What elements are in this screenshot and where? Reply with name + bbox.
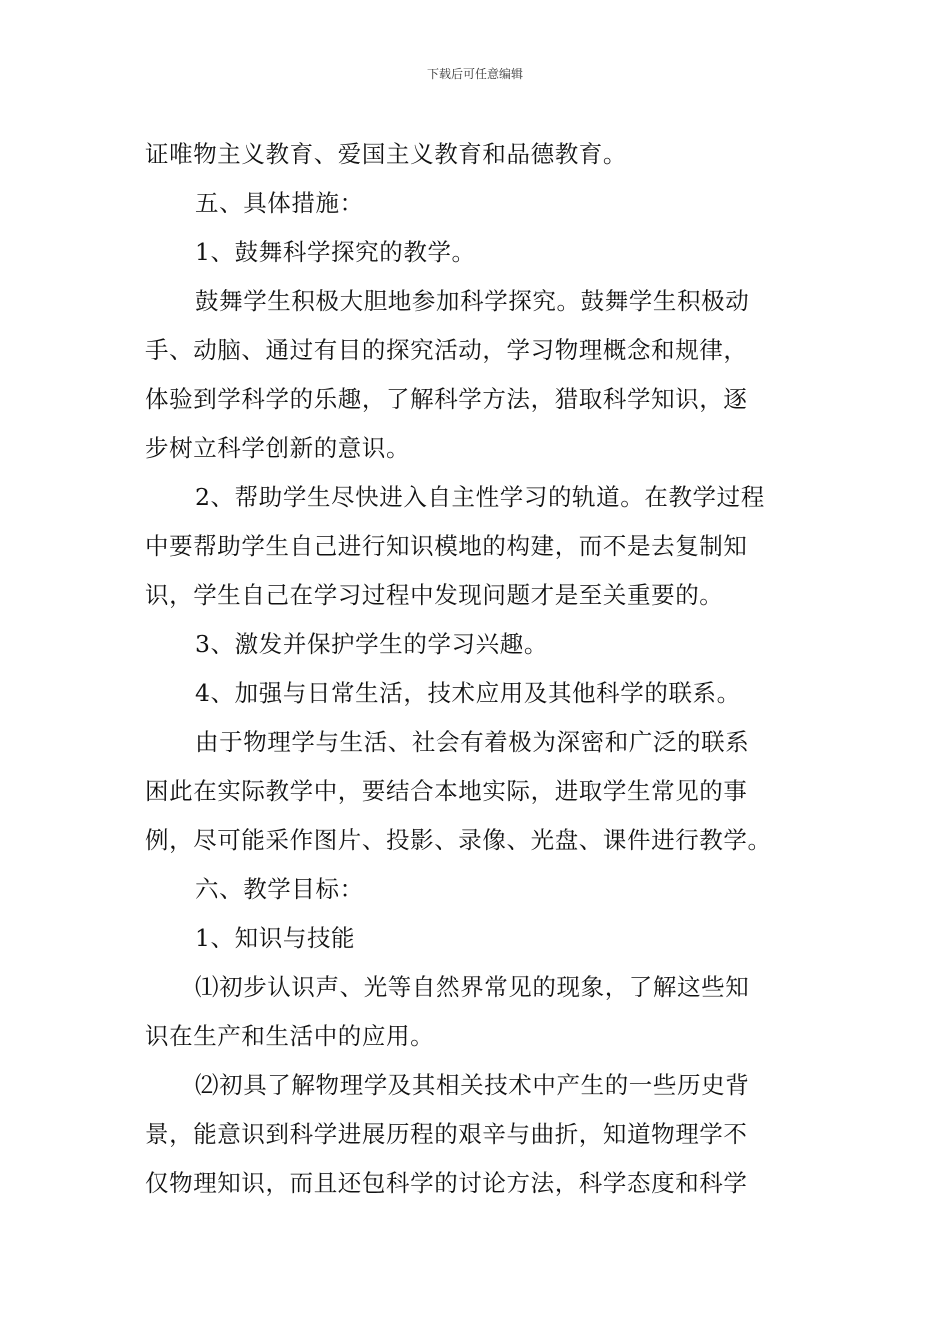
list-item: 3、激发并保护学生的学习兴趣。: [195, 630, 548, 658]
text-line: 景，能意识到科学进展历程的艰辛与曲折，知道物理学不: [145, 1120, 748, 1148]
text-line: 中要帮助学生自己进行知识模地的构建，而不是去复制知: [145, 532, 748, 560]
text-line: 体验到学科学的乐趣，了解科学方法，猎取科学知识，逐: [145, 385, 748, 413]
text-line: 步树立科学创新的意识。: [145, 434, 411, 462]
list-item: 4、加强与日常生活，技术应用及其他科学的联系。: [195, 679, 741, 707]
document-body: [145, 130, 810, 1208]
section-heading: 六、教学目标：: [195, 875, 364, 903]
text-line: 困此在实际教学中，要结合本地实际，进取学生常见的事: [145, 777, 748, 805]
text-line: 手、动脑、通过有目的探究活动，学习物理概念和规律，: [145, 336, 748, 364]
text-line: 证唯物主义教育、爱国主义教育和品德教育。: [145, 140, 627, 168]
list-item: 1、鼓舞科学探究的教学。: [195, 238, 476, 266]
list-item: ⑵初具了解物理学及其相关技术中产生的一些历史背: [195, 1071, 750, 1099]
text-line: 例，尽可能采作图片、投影、录像、光盘、课件进行教学。: [145, 826, 772, 854]
list-item: ⑴初步认识声、光等自然界常见的现象，了解这些知: [195, 973, 750, 1001]
list-item: 2、帮助学生尽快进入自主性学习的轨道。在教学过程: [195, 483, 765, 511]
paragraph-start: 鼓舞学生积极大胆地参加科学探究。鼓舞学生积极动: [195, 287, 750, 315]
list-item: 1、知识与技能: [195, 924, 356, 952]
text-line: 识，学生自己在学习过程中发现问题才是至关重要的。: [145, 581, 724, 609]
text-line: 仅物理知识，而且还包科学的讨论方法，科学态度和科学: [145, 1169, 748, 1197]
page-header: 下载后可任意编辑: [426, 67, 523, 81]
paragraph-start: 由于物理学与生活、社会有着极为深密和广泛的联系: [195, 728, 750, 756]
section-heading: 五、具体措施：: [195, 189, 364, 217]
text-line: 识在生产和生活中的应用。: [145, 1022, 435, 1050]
